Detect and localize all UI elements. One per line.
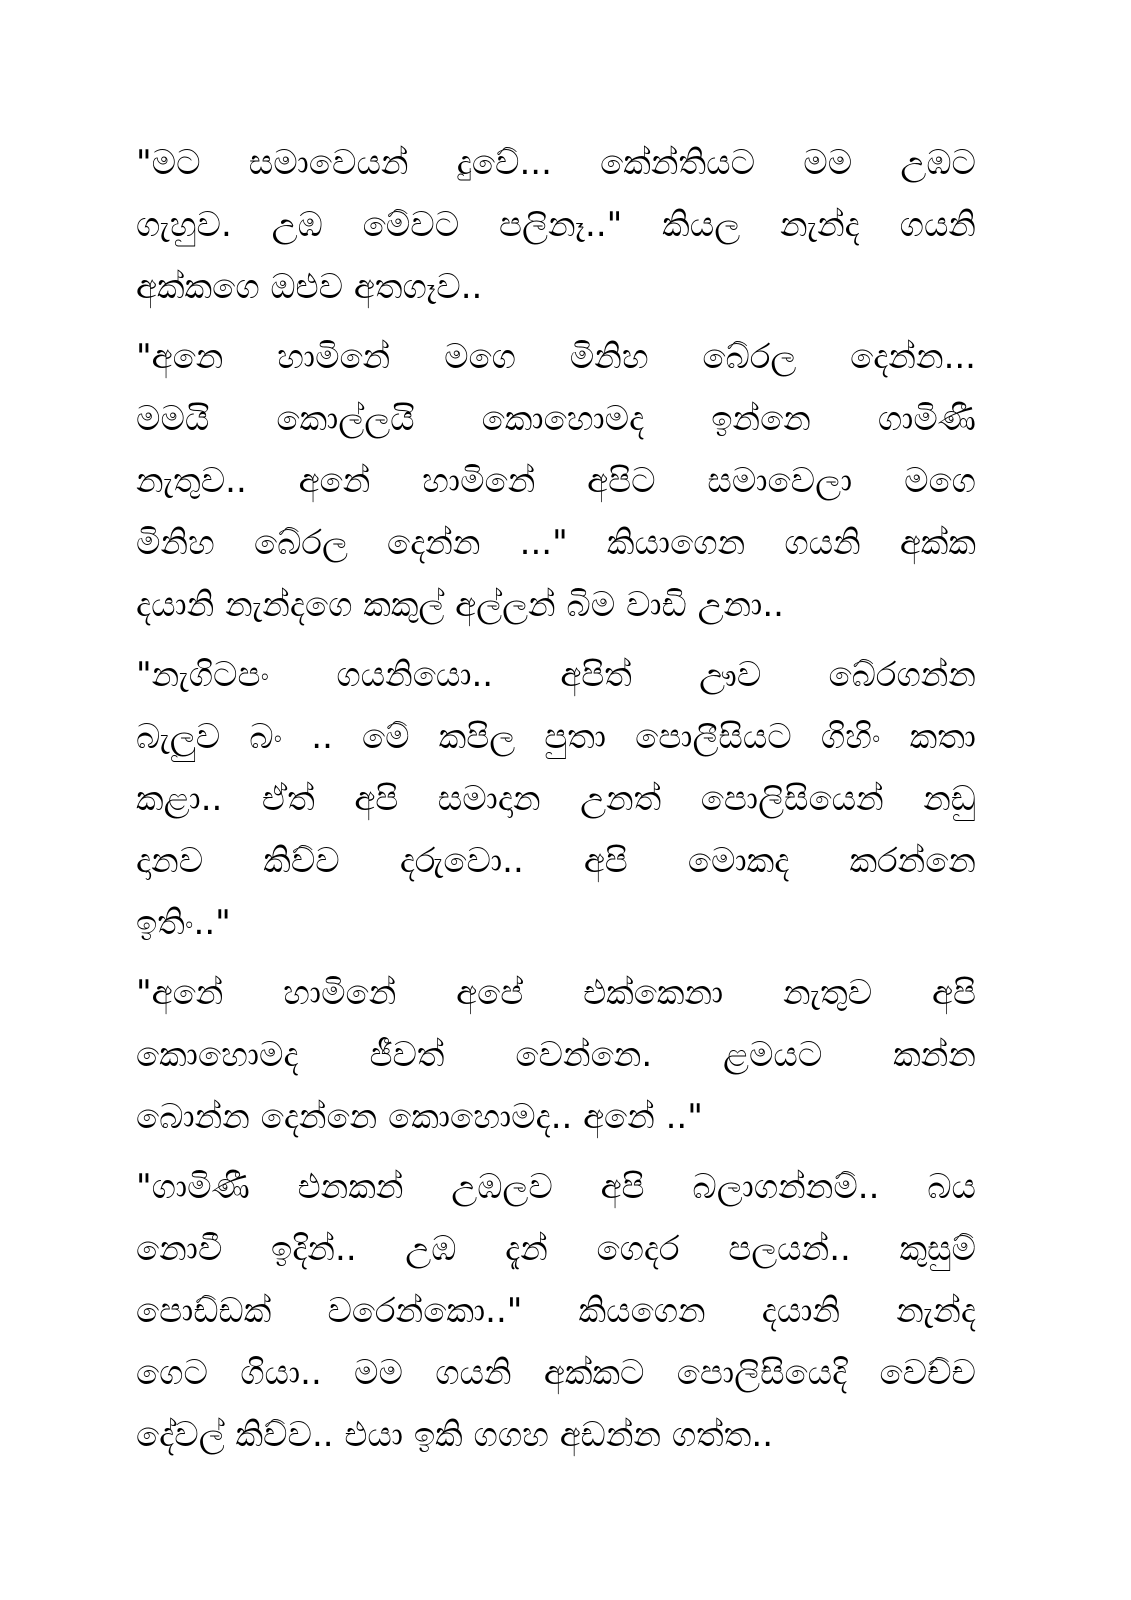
text-line: අක්කගෙ ඔළුව අතගෑව..	[136, 267, 483, 307]
text-line: මිනිහ බේරල දෙන්න ..." කියාගෙන ගයනි අක්ක	[136, 523, 976, 563]
paragraph-3	[136, 644, 976, 954]
paragraph-5	[136, 1156, 976, 1466]
text-line: නැතුව.. අනේ හාමිනේ අපිට සමාවෙලා මගෙ	[136, 461, 976, 501]
text-line: ගැහුව. උඹ මේවට පලිනෑ.." කියල නැන්ද ගයනි	[136, 205, 976, 245]
text-line: බොන්න දෙන්නෙ කොහොමද.. අනේ .."	[136, 1097, 703, 1137]
text-line: දානව කිව්ව දරුවො.. අපි මොකද කරන්නෙ	[136, 841, 976, 881]
paragraph-4	[136, 962, 976, 1148]
text-line: දේවල් කිව්ව.. එයා ඉකි ගගහ අඩන්න ගත්ත..	[136, 1415, 774, 1455]
text-line: බැලුව බං .. මේ කපිල පුතා පොලීසියට ගිහිං කතා	[136, 717, 976, 757]
text-line: "මට සමාවෙයන් දුවේ... කේන්තියට මම උඹට	[136, 143, 976, 183]
text-line: "ගාමිණී එනකන් උඹලව අපි බලාගන්නම්.. බය	[136, 1167, 976, 1207]
text-line: ඉතිං.."	[136, 903, 231, 943]
text-line: කොහොමද ජීවත් වෙන්නෙ. ළමයට කන්න	[136, 1035, 976, 1075]
text-line: පොඩ්ඩක් වරෙන්කො.." කියගෙන දයානි නැන්ද	[136, 1291, 976, 1331]
text-line: මමයි කොල්ලයි කොහොමද ඉන්නෙ ගාමිණී	[136, 399, 976, 439]
paragraph-2	[136, 326, 976, 636]
text-line: "අනෙ හාමිනේ මගෙ මිනිහ බේරල දෙන්න...	[136, 337, 976, 377]
text-line: "අනේ හාමිනේ අපේ එක්කෙනා නැතුව අපි	[136, 973, 976, 1013]
text-line: දයානි නැන්දගෙ කකුල් අල්ලන් බිම වාඩි උනා..	[136, 585, 784, 625]
text-line: කළා.. ඒත් අපි සමාදාන උනත් පොලිසියෙන් නඩු	[136, 779, 976, 819]
text-line: "නැගිටපං ගයනියො.. අපිත් ඌව බේරගන්න	[136, 655, 976, 695]
paragraph-1	[136, 132, 976, 318]
text-line: නොවී ඉදින්.. උඹ දැන් ගෙදර පලයන්.. කුසුම්	[136, 1229, 976, 1269]
text-line: ගෙට ගියා.. මම ගයනි අක්කට පොලිසියෙදි වෙච්ච	[136, 1353, 976, 1393]
story-text	[136, 132, 976, 1474]
